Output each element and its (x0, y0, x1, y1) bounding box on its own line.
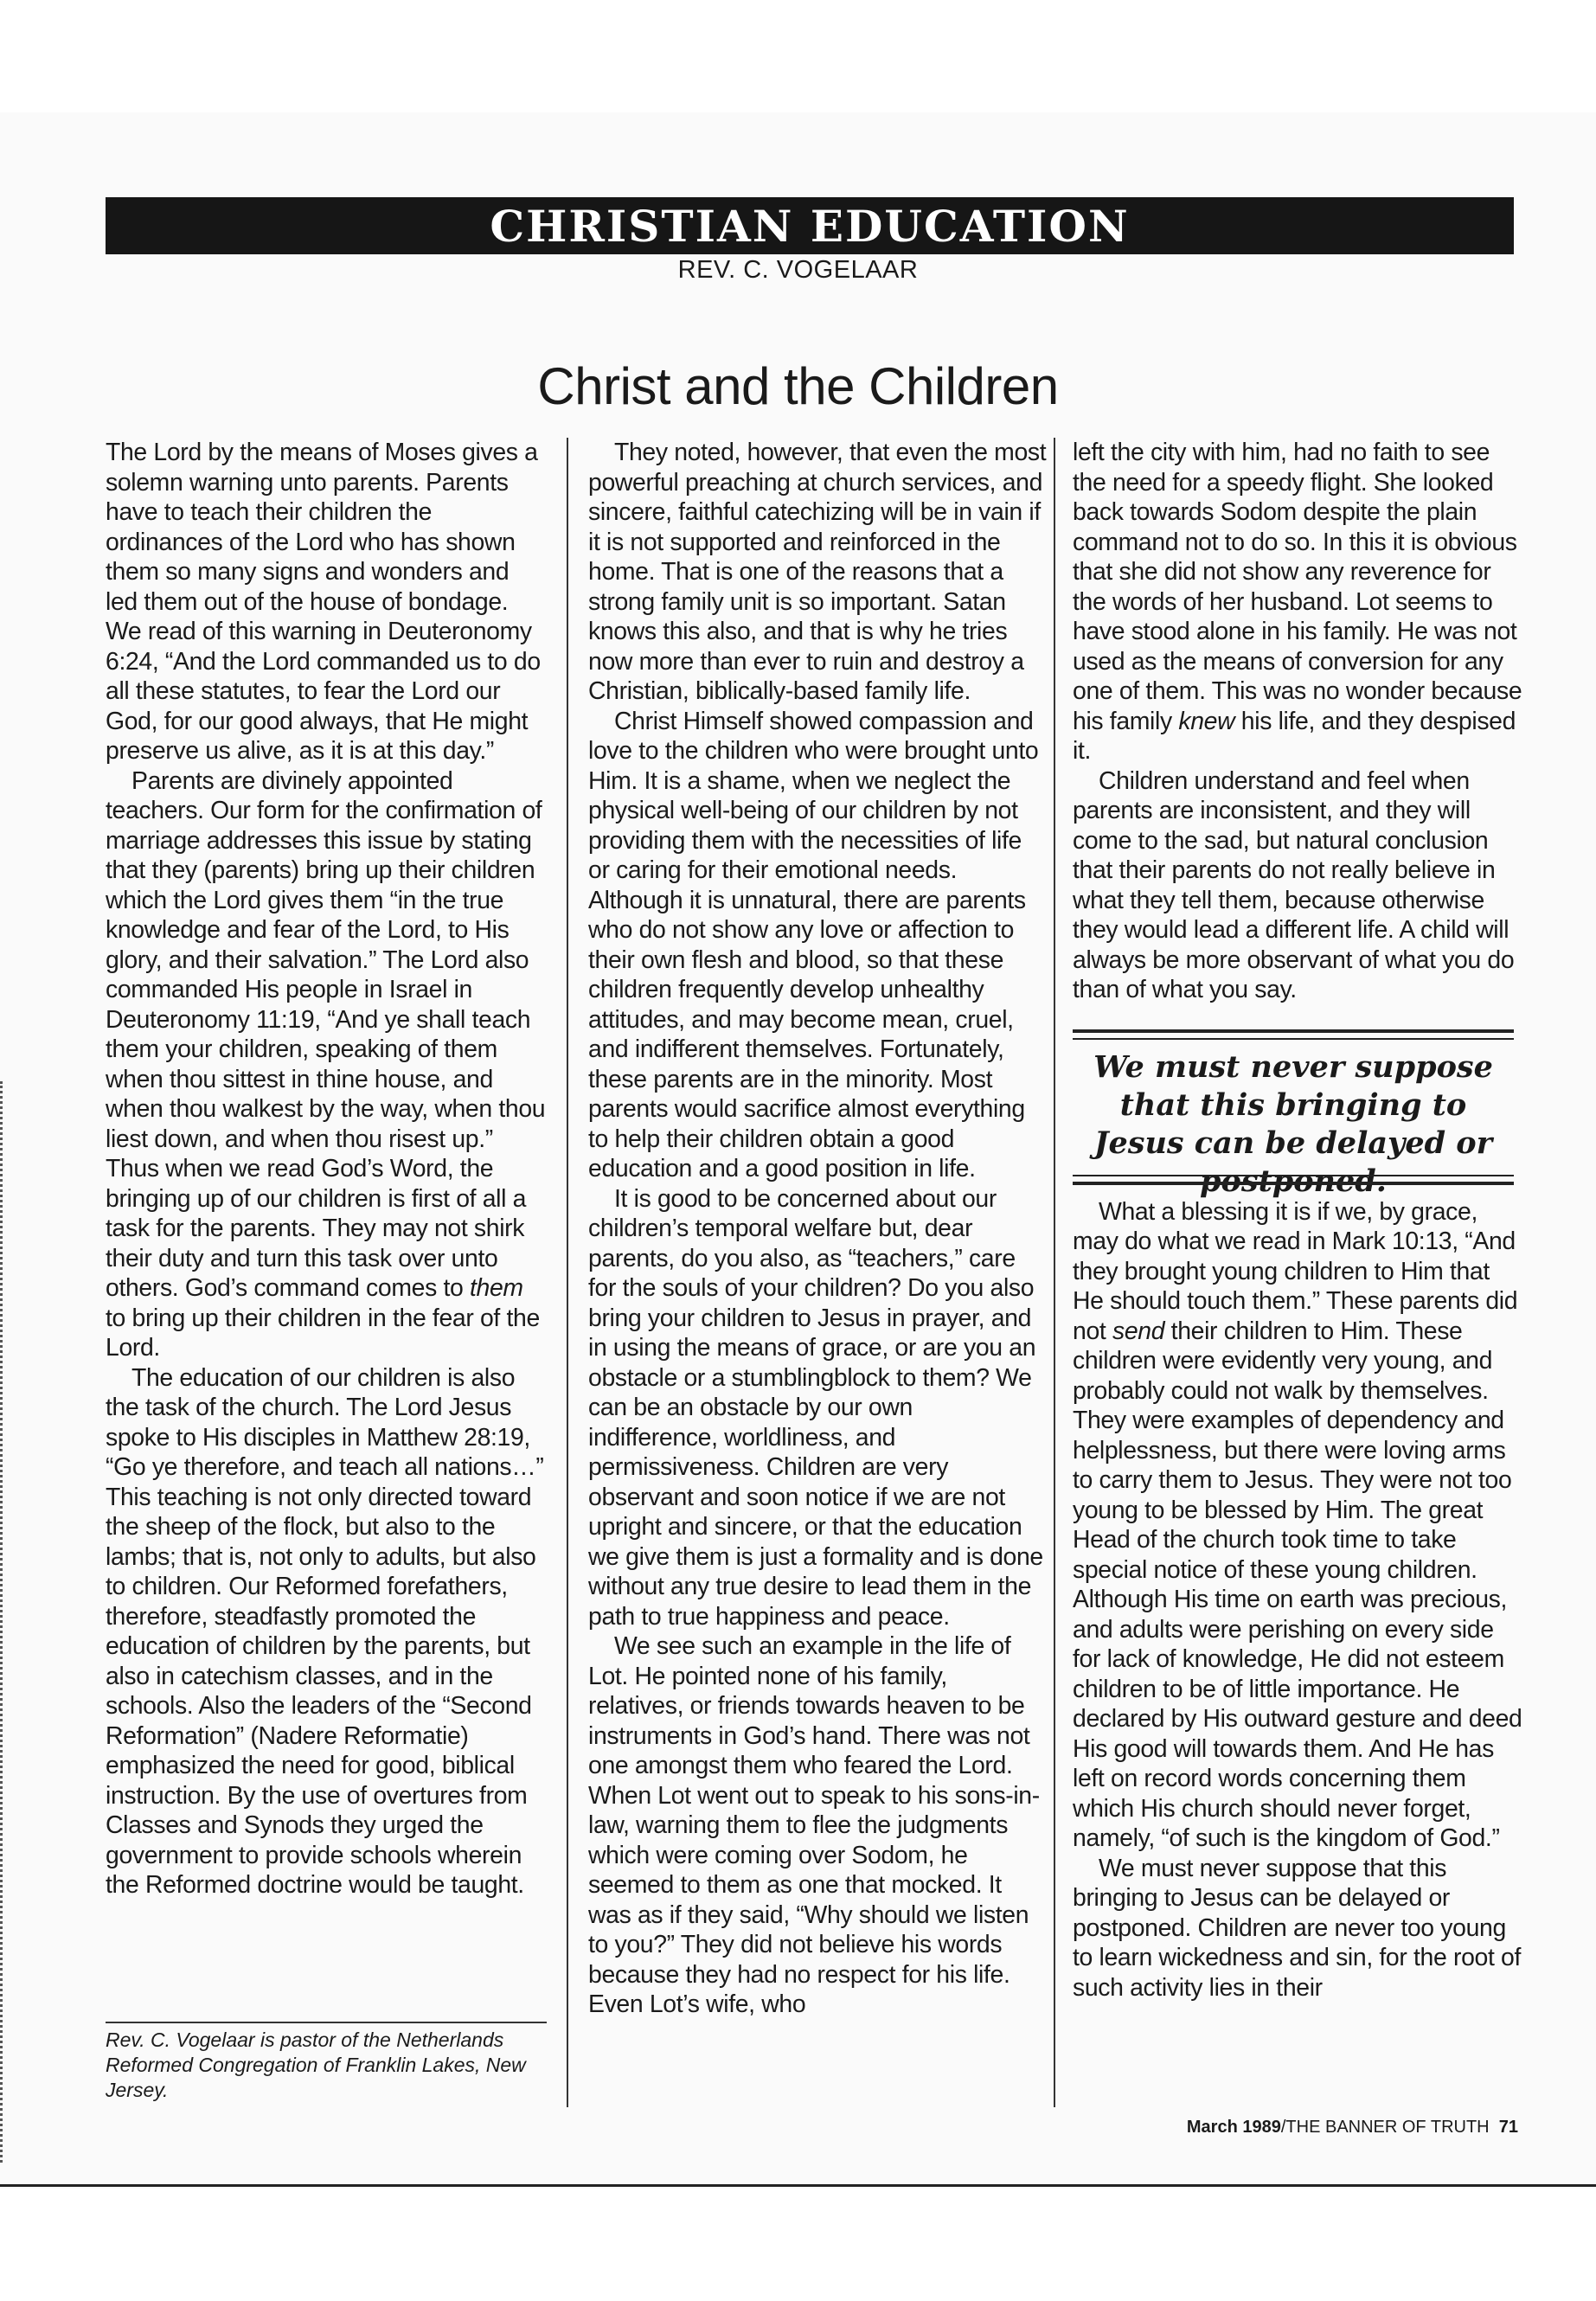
section-header-band (106, 197, 1514, 254)
column-divider (1054, 438, 1055, 2107)
paragraph: The education of our children is also the task of the church. The Lord Jesus spoke to His disciples in Matthew 28:19, “Go ye therefore, and teach all nations…” This teaching is not only directed toward the sheep of the flock, but also to the lambs; that is, not only to adults, but also to children. Our Reformed forefathers, therefore, steadfastly promoted the education of children by the parents, but also in catechism classes, and in the schools. Also the leaders of the “Second Reformation” (Nadere Reformatie) emphasized the need for good, biblical instruction. By the use of overtures from Classes and Synods they urged the government to provide schools wherein the Reformed doctrine would be taught. (106, 1363, 544, 1899)
publication-name: /THE BANNER OF TRUTH (1280, 2118, 1490, 2137)
paragraph: They noted, however, that even the most powerful preaching at church services, and sincere, faithful catechizing will be in vain if it is not supported and reinforced in the home. That is one of the reasons that a strong family unit is so important. Satan knows this also, and that is why he tries now more than ever to ruin and destroy a Christian, biblically-based family life. (588, 439, 1047, 705)
paragraph: We see such an example in the life of Lot. He pointed none of his family, relatives, or friends towards heaven to be instruments in God’s hand. There was not one amongst them who feared the Lord. When Lot went out to speak to his sons-in-law, warning them to flee the judgments which were coming over Sodom, he seemed to them as one that mocked. It was as if they said, “Why should we listen to you?” They did not believe his words because they had no respect for his life. Even Lot’s wife, who (588, 1632, 1040, 2018)
paragraph: We must never suppose that this bringing to Jesus can be delayed or postponed. Children are never too young to learn wickedness and sin, for the root of such activity lies in their (1073, 1854, 1522, 2002)
paragraph: Christ Himself showed compassion and love to the children who were brought unto Him. It is a shame, when we neglect the physical well-being of our children by not providing them with the necessities of life or caring for their emotional needs. Although it is unnatural, there are parents who do not show any love or affection to their own flesh and blood, so that these children frequently develop unhealthy attitudes, and may become mean, cruel, and indifferent themselves. Fortunately, these parents are in the minority. Most parents would sacrifice almost everything to help their children obtain a good education and a good position in life. (588, 707, 1039, 1183)
pull-quote-box (1073, 1029, 1514, 1199)
author-footnote: Rev. C. Vogelaar is pastor of the Netherlands Reformed Congregation of Franklin Lakes, New Jersey. (106, 2029, 526, 2101)
paragraph: The Lord by the means of Moses gives a solemn warning unto parents. Parents have to teach their children the ordinances of the Lord who has shown them so many signs and wonders and led them out of the house of bondage. We read of this warning in Deuteronomy 6:24, “And the Lord commanded us to do all these statutes, to fear the Lord our God, for our good always, that He might preserve us alive, as it is at this day.” (106, 439, 541, 765)
footnote-divider (106, 2022, 547, 2023)
emphasis: them (470, 1274, 523, 1302)
issue-date: March 1989 (1186, 2118, 1281, 2137)
bottom-edge-rule (0, 2184, 1596, 2187)
scan-edge-marks (0, 1081, 6, 2163)
author-byline: REV. C. VOGELAAR (677, 256, 919, 284)
column-divider (567, 438, 568, 2107)
section-title: CHRISTIAN EDUCATION (490, 200, 1130, 252)
text-column-2 (588, 438, 1047, 2020)
paragraph: left the city with him, had no faith to see the need for a speedy flight. She looked back towards Sodom despite the plain command not to do so. In this it is obvious that she did not show any reverence for the words of her husband. Lot seems to have stood alone in his family. He was not used as the means of conversion for any one of them. This was no wonder because his family knew his life, and they despised it. (1073, 439, 1522, 765)
pull-quote: We must never suppose that this bringing to Jesus can be delayed or postponed. (1093, 1049, 1493, 1199)
pull-quote-rule-top (1073, 1029, 1514, 1040)
emphasis: knew (1178, 707, 1235, 735)
emphasis: send (1112, 1317, 1165, 1345)
page-folio (1187, 2118, 1518, 2138)
page-number: 71 (1498, 2118, 1518, 2137)
paragraph: It is good to be concerned about our children’s temporal welfare but, dear parents, do you also, as “teachers,” care for the souls of your children? Do you also bring your children to Jesus in prayer, and in using the means of grace, or are you an obstacle or a stumblingblock to them? We can be an obstacle by our own indifference, worldliness, and permissiveness. Children are very observant and soon notice if we are not upright and sincere, or that the education we give them is just a formality and is done without any true desire to lead them in the path to true happiness and peace. (588, 1184, 1043, 1631)
pull-quote-rule-bottom (1073, 1175, 1514, 1185)
text-column-3 (1073, 438, 1522, 2003)
paragraph: Children understand and feel when parents are inconsistent, and they will come to the sad, but natural conclusion that their parents do not really believe in what they tell them, because otherwise they would lead a different life. A child will always be more observant of what you do than of what you say. (1073, 766, 1515, 1003)
paragraph: What a blessing it is if we, by grace, may do what we read in Mark 10:13, “And they brought young children to Him that He should touch them.” These parents did not send their children to Him. These children were evidently very young, and probably could not walk by themselves. They were examples of dependency and helplessness, but there were loving arms to carry them to Jesus. They were not too young to be blessed by Him. The great Head of the church took time to take special notice of these young children. Although His time on earth was precious, and adults were perishing on every side for lack of knowledge, He did not esteem children to be of little importance. He declared by His outward gesture and deed His good will towards them. And He has left on record words concerning them which His church should never forget, namely, “of such is the kingdom of God.” (1073, 1197, 1522, 1852)
paragraph: Parents are divinely appointed teachers. Our form for the confirmation of marriage addresses this issue by stating that they (parents) bring up their children which the Lord gives them “in the true knowledge and fear of the Lord, to His glory, and their salvation.” The Lord also commanded His people in Israel in Deuteronomy 11:19, “And ye shall teach them your children, speaking of them when thou sittest in thine house, and when thou walkest by the way, when thou liest down, and when thou risest up.” Thus when we read God’s Word, the bringing up of our children is first of all a task for the parents. They may not shirk their duty and turn this task over unto others. God’s command comes to them to bring up their children in the fear of the Lord. (106, 766, 546, 1362)
text-column-1 (106, 438, 547, 1900)
article-title: Christ and the Children (537, 357, 1059, 415)
